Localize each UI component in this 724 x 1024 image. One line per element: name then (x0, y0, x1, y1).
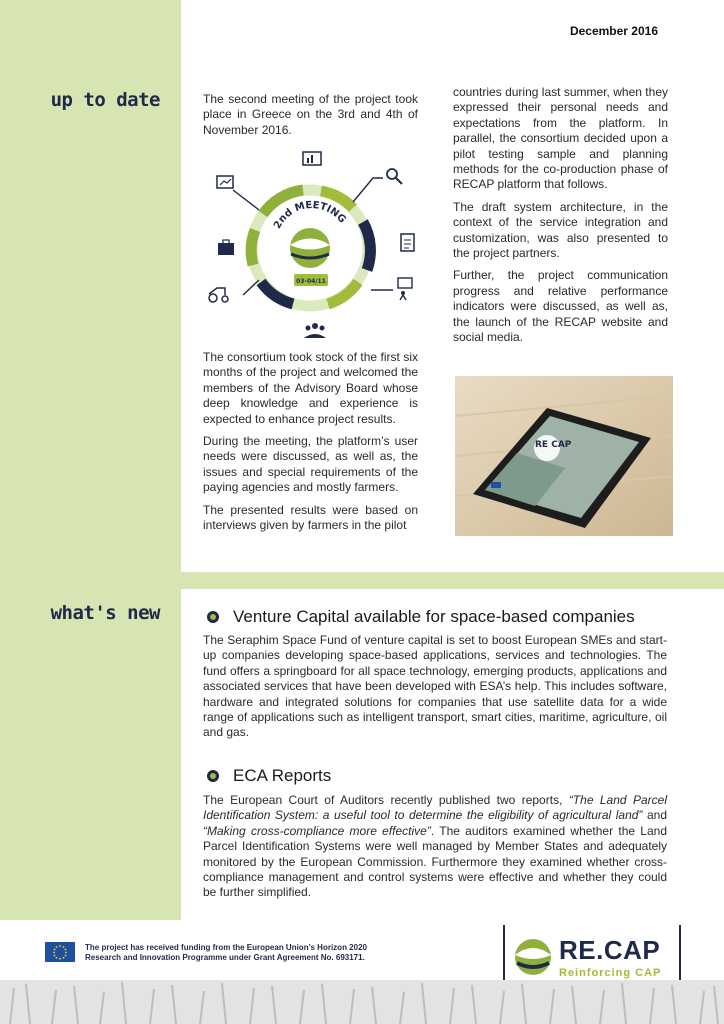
funding-line: Research and Innovation Programme under Grant Agreement No. 693171. (85, 953, 365, 962)
bullet-icon (207, 611, 219, 623)
meeting-title: 2nd MEETING (272, 200, 348, 231)
search-icon (387, 169, 402, 184)
wheat-field-banner (0, 980, 724, 1024)
news-text: The European Court of Auditors recently published two reports, (203, 793, 569, 807)
left-sidebar-band (0, 0, 181, 920)
recap-emblem-icon (513, 937, 553, 977)
connector-line (243, 280, 259, 295)
briefcase-icon (218, 240, 234, 255)
funding-statement (85, 943, 415, 963)
tablet-photo (455, 376, 673, 536)
tractor-icon (209, 288, 228, 302)
article-paragraph: The draft system architecture, in the context of the service integration and customization, was also presented to the project partners. (453, 199, 668, 261)
intro-paragraph: The second meeting of the project took place in Greece on the 3rd and 4th of November 2016. (203, 92, 418, 137)
connector-line (353, 178, 383, 202)
article-paragraph: During the meeting, the platform’s user needs were discussed, as well as, the issues and special requirements of the paying agencies and mostly farmers. (203, 434, 418, 495)
presenter-icon (398, 278, 412, 300)
news-title: Venture Capital available for space-based companies (233, 607, 635, 626)
clipboard-icon (401, 234, 414, 251)
recap-logo (503, 925, 681, 988)
news-text: and (642, 808, 667, 823)
presentation-icon (217, 176, 233, 188)
meeting-diagram (203, 150, 418, 346)
connector-line (233, 190, 259, 210)
people-icon (304, 323, 326, 338)
news-body-venture-capital: The Seraphim Space Fund of venture capital is set to boost European SMEs and start-up companies developing space-based applications, services and technologies. The fund offers a springboard for all space technology, emerging products, applications and associated services that have been developed with ESA’s help. This includes software, hardware and integrated solutions for companies that use satellite data for a wide range of applications such as intelligent transport, smart cities, maritime, agriculture, oil and gas. (203, 633, 667, 740)
funding-line: The project has received funding from the European Union’s Horizon 2020 (85, 943, 367, 952)
news-body-eca-reports (203, 793, 667, 901)
footer (0, 920, 724, 1024)
report-title: “The Land Parcel Identification System: a useful tool to determine the eligibility of agricultural land” (203, 793, 667, 823)
eu-flag-icon (45, 942, 75, 962)
issue-date: December 2016 (569, 24, 658, 38)
section-label-whats-new: what's new (50, 602, 160, 624)
article-intro (203, 92, 418, 145)
article-paragraph: The consortium took stock of the first six months of the project and welcomed the members of the Advisory Board whose deep knowledge and experience is expected to enhance project results. (203, 350, 418, 426)
section-divider (181, 572, 724, 589)
report-title: “Making cross-compliance more effective” (203, 823, 431, 838)
news-heading-eca-reports (207, 766, 331, 786)
news-text: . The auditors examined whether the Land Parcel Identification Systems were well managed by Member States and adequately monitored by the European Commission. Furthermore they examined whether cross-compliance management and control systems were effective and whether they could be further simplified. (203, 823, 668, 900)
tablet-logo: RE CAP (535, 440, 572, 450)
news-title: ECA Reports (233, 766, 332, 785)
monitor-chart-icon (303, 152, 321, 165)
article-right-column (453, 85, 668, 353)
article-paragraph: countries during last summer, when they expressed their personal needs and expectations from the platform. In parallel, the consortium decided upon a pilot testing sample and planning methods for the co-production phase of RECAP platform that follows. (453, 85, 668, 192)
bullet-icon (207, 770, 219, 782)
logo-wordmark: RE.CAP (559, 935, 661, 965)
article-paragraph: The presented results were based on interviews given by farmers in the pilot (203, 502, 418, 533)
section-label-up-to-date: up to date (50, 89, 160, 111)
recap-logo-icon (290, 228, 330, 268)
article-left-column (203, 350, 418, 540)
date-badge: 03-04/11 (296, 278, 326, 285)
article-paragraph: Further, the project communication progress and relative performance indicators were discussed, as well as, the launch of the RECAP website and social media. (453, 268, 668, 345)
logo-tagline: Reinforcing CAP (559, 967, 662, 979)
news-heading-venture-capital (207, 607, 635, 627)
